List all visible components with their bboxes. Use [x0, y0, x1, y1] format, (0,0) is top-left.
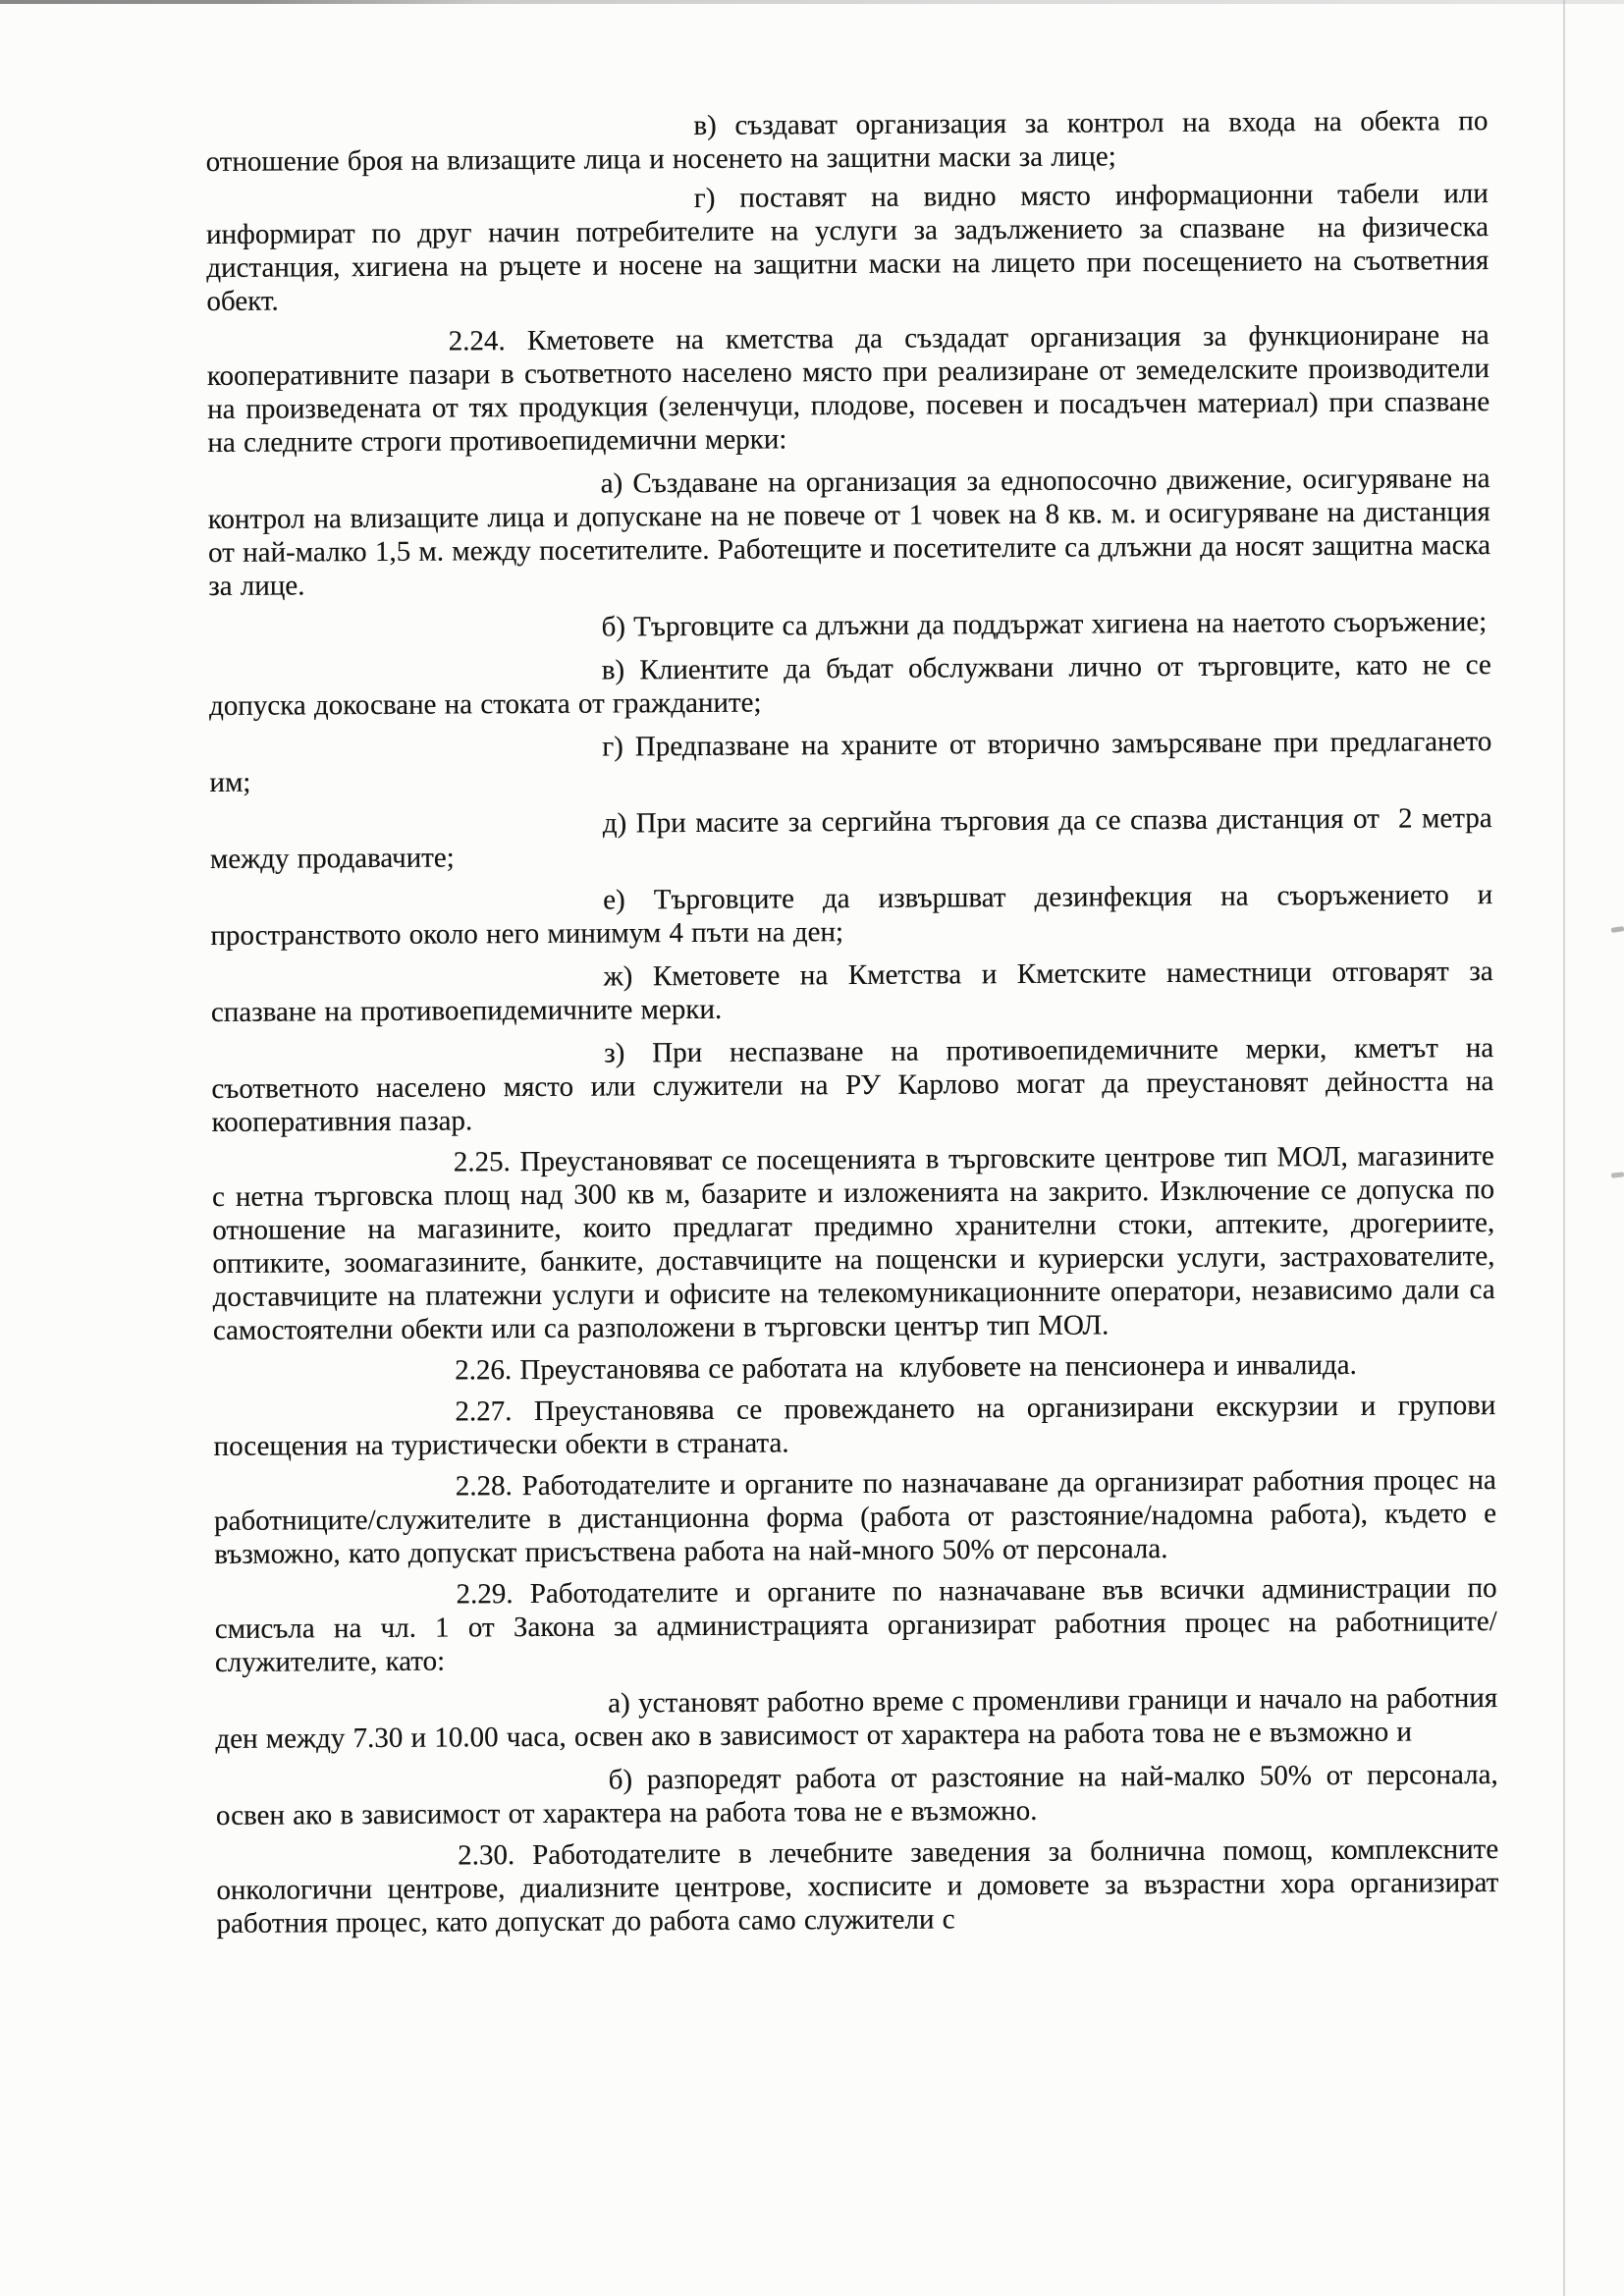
scan-artifact-right-dash [1611, 926, 1624, 933]
item-2-24-zh: ж) Кметовете на Кметства и Кметските наместници отговарят за спазване на противоепидемичните мерки. [210, 956, 1493, 1028]
clause-2-26: 2.26. Преустановява се работата на клубовете на пенсионера и инвалида. [455, 1348, 1357, 1387]
clause-2-25: 2.25. Преустановяват се посещенията в търговските центрове тип МОЛ, магазините с нетна търговска площ над 300 кв м, базарите и изложенията на закрито. Изключение се допуска по отношение на магазините, които предлагат предимно хранителни стоки, аптеките, дрогериите, оптиките, зоомагазините, банките, доставчиците на пощенски и куриерски услуги, застрахователите, доставчиците на платежни услуги и офисите на телекомуникационните оператори, независимо дали са самостоятелни обекти или са разположени в търговски център тип МОЛ. [211, 1140, 1495, 1346]
item-2-24-z: з) При неспазване на противоепидемичните мерки, кметът на съответното населено място или служители на РУ Карлово могат да преустановят дейността на кооперативния пазар. [211, 1032, 1494, 1138]
clause-2-30: 2.30. Работодателите в лечебните заведения за болнична помощ, комплексните онкологични центрове, диализните центрове, хосписите и домовете за възрастни хора организират работния процес, като допускат до работа само служители с [216, 1832, 1499, 1940]
scan-artifact-right-dash [1611, 1172, 1624, 1177]
subitem-v-entrance-control: в) създават организация за контрол на входа на обекта по отношение броя на влизащите лица и носенето на защитни маски за лице; [205, 105, 1489, 179]
item-2-24-g: г) Предпазване на храните от вторично замърсяване при предлагането им; [209, 726, 1492, 798]
item-2-24-a: а) Създаване на организация за еднопосочно движение, осигуряване на контрол на влизащите лица и допускане на не повече от 1 човек на 8 кв. м. и осигуряване на дистанция от най-малко 1,5 м. между посетителите. Работещите и посетителите са длъжни да носят защитна маска за лице. [207, 463, 1491, 602]
item-2-24-d: д) При масите за сергийна търговия да се спазва дистанция от 2 метра между продавачите; [209, 802, 1492, 875]
scan-artifact-right-edge-line [1563, 0, 1565, 2296]
clause-2-24: 2.24. Кметовете на кметства да създадат организация за функциониране на кооперативните пазари в съответното населено място при реализиране от земеделските производители на произведената от тях продукция (зеленчуци, плодове, посевен и посадъчен материал) при спазване на следните строги противоепидемични мерки: [206, 319, 1490, 459]
document-text-block [205, 104, 1498, 1941]
item-2-29-a: а) установят работно време с променливи граници и начало на работния ден между 7.30 и 10.00 часа, освен ако в зависимост от характера на работа това не е възможно и [215, 1681, 1498, 1755]
clause-2-27: 2.27. Преустановява се провеждането на организирани екскурзии и групови посещения на туристически обекти в страната. [213, 1390, 1496, 1462]
clause-2-29: 2.29. Работодателите и органите по назначаване във всички администрации по смисъла на чл. 1 от Закона за администрацията организират работния процес на работниците/служителите, като: [214, 1572, 1497, 1678]
subitem-g-information-boards: г) поставят на видно място информационни табели или информират по друг начин потребителите на услуги за задължението за спазване на физическа дистанция, хигиена на ръцете и носене на защитни маски на лицето при посещението на съответния обект. [205, 178, 1489, 318]
clause-2-28: 2.28. Работодателите и органите по назначаване да организират работния процес на работниците/служителите в дистанционна форма (работа от разстояние/надомна работа), където е възможно, като допускат присъствена работа на най-много 50% от персонала. [213, 1464, 1497, 1570]
item-2-29-b: б) разпоредят работа от разстояние на най-малко 50% от персонала, освен ако в зависимост от характера на работа това не е възможно. [215, 1758, 1498, 1831]
item-2-24-b: б) Търговците са длъжни да поддържат хигиена на наетото съоръжение; [601, 606, 1488, 643]
item-2-24-e: е) Търговците да извършват дезинфекция на съоръжението и пространството около него минимум 4 пъти на ден; [210, 879, 1493, 952]
scan-artifact-top-edge [0, 0, 1624, 4]
item-2-24-v: в) Клиентите да бъдат обслужвани лично от търговците, като не се допуска докосване на стоката от гражданите; [208, 649, 1491, 722]
